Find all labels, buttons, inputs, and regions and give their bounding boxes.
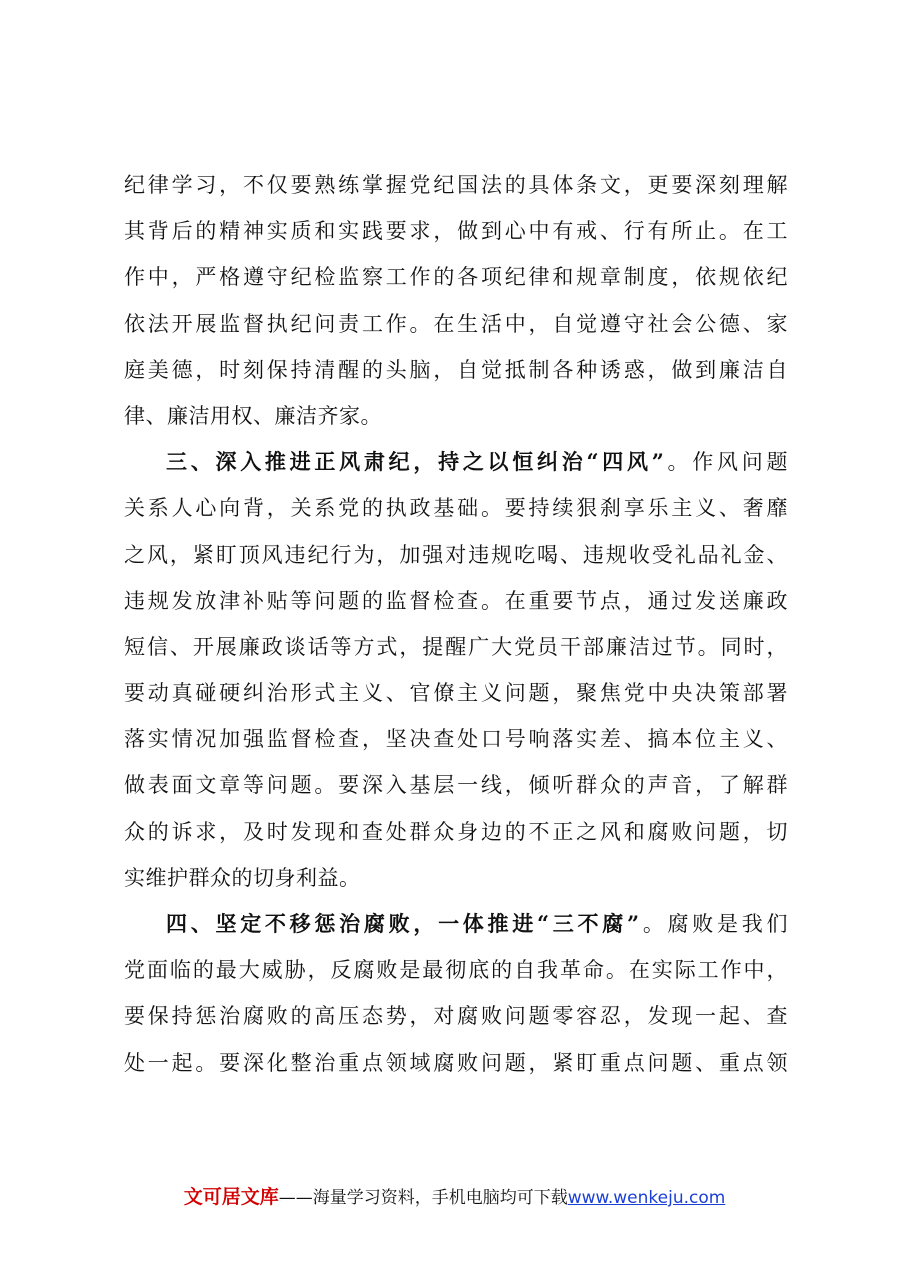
line-text: 其背后的精神实质和实践要求，做到心中有戒、行有所止。在工	[124, 219, 788, 244]
line-text: 党面临的最大威胁，反腐败是最彻底的自我革命。在实际工作中，	[124, 958, 788, 983]
text-line	[124, 901, 788, 947]
footer-brand: 文可居文库	[183, 1186, 279, 1208]
line-text: 。腐败是我们	[639, 912, 788, 936]
page-footer	[0, 1182, 909, 1209]
line-text: 关系人心向背，关系党的执政基础。要持续狠刹享乐主义、奢靡	[124, 496, 788, 521]
line-text: 。作风问题	[664, 450, 788, 475]
line-text: 庭美德，时刻保持清醒的头脑，自觉抵制各种诱惑，做到廉洁自	[124, 357, 788, 382]
text-line	[124, 993, 788, 1039]
section-heading: 四、坚定不移惩治腐败，一体推进“三不腐”	[166, 911, 640, 936]
footer-url-link[interactable]: www.wenkeju.com	[567, 1188, 726, 1208]
line-text: 纪律学习，不仅要熟练掌握党纪国法的具体条文，更要深刻理解	[124, 173, 788, 197]
text-line	[124, 162, 788, 208]
line-text: 要保持惩治腐败的高压态势，对腐败问题零容忍，发现一起、查	[124, 1004, 788, 1029]
text-line	[124, 439, 788, 485]
line-text: 众的诉求，及时发现和查处群众身边的不正之风和腐败问题，切	[124, 819, 788, 844]
line-text: 律、廉洁用权、廉洁齐家。	[124, 403, 382, 428]
text-line	[124, 762, 788, 808]
text-line	[124, 809, 788, 855]
text-line	[124, 393, 788, 439]
text-line	[124, 532, 788, 578]
text-line	[124, 855, 788, 901]
text-line	[124, 578, 788, 624]
line-text: 实维护群众的切身利益。	[124, 865, 361, 890]
line-text: 违规发放津补贴等问题的监督检查。在重要节点，通过发送廉政	[124, 588, 788, 613]
document-body	[124, 162, 788, 1086]
line-text: 处一起。要深化整治重点领域腐败问题，紧盯重点问题、重点领	[124, 1050, 788, 1075]
line-text: 依法开展监督执纪问责工作。在生活中，自觉遵守社会公德、家	[124, 311, 788, 336]
text-line	[124, 254, 788, 300]
text-line	[124, 208, 788, 254]
line-text: 短信、开展廉政谈话等方式，提醒广大党员干部廉洁过节。同时，	[124, 634, 788, 659]
line-text: 落实情况加强监督检查，坚决查处口号响落实差、搞本位主义、	[124, 727, 788, 752]
line-text: 之风，紧盯顶风违纪行为，加强对违规吃喝、违规收受礼品礼金、	[124, 542, 788, 567]
line-text: 要动真碰硬纠治形式主义、官僚主义问题，聚焦党中央决策部署	[124, 681, 788, 706]
text-line	[124, 485, 788, 531]
text-line	[124, 347, 788, 393]
line-text: 作中，严格遵守纪检监察工作的各项纪律和规章制度，依规依纪	[124, 265, 788, 290]
line-text: 做表面文章等问题。要深入基层一线，倾听群众的声音，了解群	[124, 773, 788, 798]
text-line	[124, 947, 788, 993]
text-line	[124, 301, 788, 347]
section-heading: 三、深入推进正风肃纪，持之以恒纠治“四风”	[166, 449, 665, 475]
text-line	[124, 716, 788, 762]
text-line	[124, 1040, 788, 1086]
footer-tagline: ——海量学习资料，手机电脑均可下载	[278, 1188, 568, 1208]
text-line	[124, 670, 788, 716]
text-line	[124, 624, 788, 670]
